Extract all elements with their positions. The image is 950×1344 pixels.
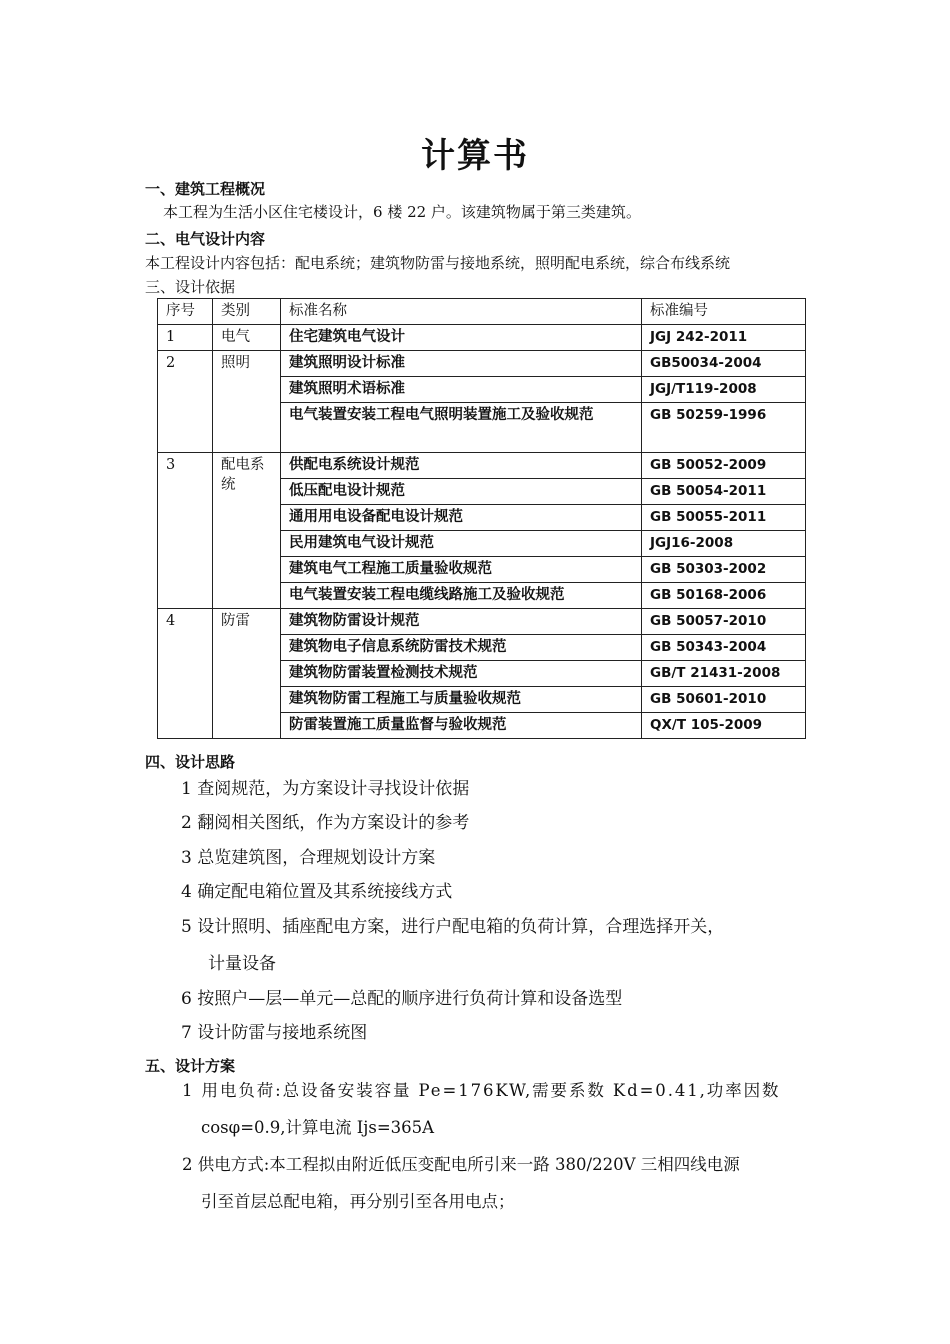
standard-name: 民用建筑电气设计规范 bbox=[281, 531, 642, 557]
standard-name: 低压配电设计规范 bbox=[281, 479, 642, 505]
group-no: 2 bbox=[158, 351, 213, 453]
table-row bbox=[158, 609, 806, 635]
group-category: 配电系统 bbox=[213, 453, 281, 609]
design-plan-item-continued: 引至首层总配电箱，再分别引至各用电点； bbox=[201, 1192, 515, 1211]
page-title: 计算书 bbox=[421, 136, 529, 176]
header-code: 标准编号 bbox=[642, 299, 806, 325]
standard-code: GB 50168-2006 bbox=[642, 583, 806, 609]
table-row bbox=[158, 351, 806, 377]
section-4-heading: 四、设计思路 bbox=[145, 753, 236, 771]
standard-code: GB 50343-2004 bbox=[642, 635, 806, 661]
standard-name: 建筑物防雷设计规范 bbox=[281, 609, 642, 635]
design-idea-item: 2 翻阅相关图纸，作为方案设计的参考 bbox=[181, 813, 470, 833]
design-idea-item: 4 确定配电箱位置及其系统接线方式 bbox=[181, 882, 453, 902]
group-no: 4 bbox=[158, 609, 213, 739]
standard-name: 供配电系统设计规范 bbox=[281, 453, 642, 479]
design-idea-item: 6 按照户—层—单元—总配的顺序进行负荷计算和设备选型 bbox=[181, 989, 623, 1009]
header-no: 序号 bbox=[158, 299, 213, 325]
standard-code: GB 50057-2010 bbox=[642, 609, 806, 635]
table-row bbox=[158, 325, 806, 351]
standard-code: GB 50259-1996 bbox=[642, 403, 806, 453]
section-2-text: 本工程设计内容包括：配电系统；建筑物防雷与接地系统，照明配电系统，综合布线系统 bbox=[145, 254, 731, 272]
section-1-heading: 一、建筑工程概况 bbox=[145, 180, 266, 198]
standard-code: GB 50055-2011 bbox=[642, 505, 806, 531]
group-category: 照明 bbox=[213, 351, 281, 453]
standard-code: GB 50052-2009 bbox=[642, 453, 806, 479]
design-idea-item: 5 设计照明、插座配电方案，进行户配电箱的负荷计算，合理选择开关， bbox=[181, 917, 725, 937]
standard-name: 建筑电气工程施工质量验收规范 bbox=[281, 557, 642, 583]
design-idea-item: 1 查阅规范，为方案设计寻找设计依据 bbox=[181, 779, 470, 799]
section-1-text: 本工程为生活小区住宅楼设计，6 楼 22 户。该建筑物属于第三类建筑。 bbox=[163, 203, 641, 221]
standard-code: GB 50054-2011 bbox=[642, 479, 806, 505]
design-idea-item: 3 总览建筑图，合理规划设计方案 bbox=[181, 848, 436, 868]
header-name: 标准名称 bbox=[281, 299, 642, 325]
design-plan-item: 1 用电负荷:总设备安装容量 Pe=176KW,需要系数 Kd=0.41,功率因数 bbox=[182, 1081, 781, 1100]
standard-name: 防雷装置施工质量监督与验收规范 bbox=[281, 713, 642, 739]
table-header-row bbox=[158, 299, 806, 325]
standard-name: 电气装置安装工程电气照明装置施工及验收规范 bbox=[281, 403, 642, 453]
header-category: 类别 bbox=[213, 299, 281, 325]
standard-code: GB/T 21431-2008 bbox=[642, 661, 806, 687]
standard-name: 建筑物电子信息系统防雷技术规范 bbox=[281, 635, 642, 661]
standard-code: JGJ/T119-2008 bbox=[642, 377, 806, 403]
standard-code: GB 50303-2002 bbox=[642, 557, 806, 583]
standard-name: 电气装置安装工程电缆线路施工及验收规范 bbox=[281, 583, 642, 609]
standard-code: GB50034-2004 bbox=[642, 351, 806, 377]
standard-code: GB 50601-2010 bbox=[642, 687, 806, 713]
standard-name: 住宅建筑电气设计 bbox=[281, 325, 642, 351]
section-5-heading: 五、设计方案 bbox=[145, 1057, 236, 1075]
standard-name: 建筑照明设计标准 bbox=[281, 351, 642, 377]
design-idea-item: 7 设计防雷与接地系统图 bbox=[181, 1023, 368, 1043]
standards-table bbox=[157, 298, 806, 739]
standard-name: 建筑物防雷工程施工与质量验收规范 bbox=[281, 687, 642, 713]
section-2-heading: 二、电气设计内容 bbox=[145, 230, 266, 248]
standard-name: 建筑物防雷装置检测技术规范 bbox=[281, 661, 642, 687]
table-row bbox=[158, 453, 806, 479]
standard-name: 建筑照明术语标准 bbox=[281, 377, 642, 403]
design-plan-item: 2 供电方式:本工程拟由附近低压变配电所引来一路 380/220V 三相四线电源 bbox=[182, 1155, 740, 1174]
standard-code: JGJ 242-2011 bbox=[642, 325, 806, 351]
design-idea-item-continued: 计量设备 bbox=[208, 954, 276, 974]
group-category: 电气 bbox=[213, 325, 281, 351]
group-no: 1 bbox=[158, 325, 213, 351]
group-category: 防雷 bbox=[213, 609, 281, 739]
standard-code: QX/T 105-2009 bbox=[642, 713, 806, 739]
group-no: 3 bbox=[158, 453, 213, 609]
design-plan-item-continued: cosφ=0.9,计算电流 Ijs=365A bbox=[201, 1118, 435, 1137]
standard-code: JGJ16-2008 bbox=[642, 531, 806, 557]
section-3-heading: 三、设计依据 bbox=[145, 278, 236, 296]
standard-name: 通用用电设备配电设计规范 bbox=[281, 505, 642, 531]
